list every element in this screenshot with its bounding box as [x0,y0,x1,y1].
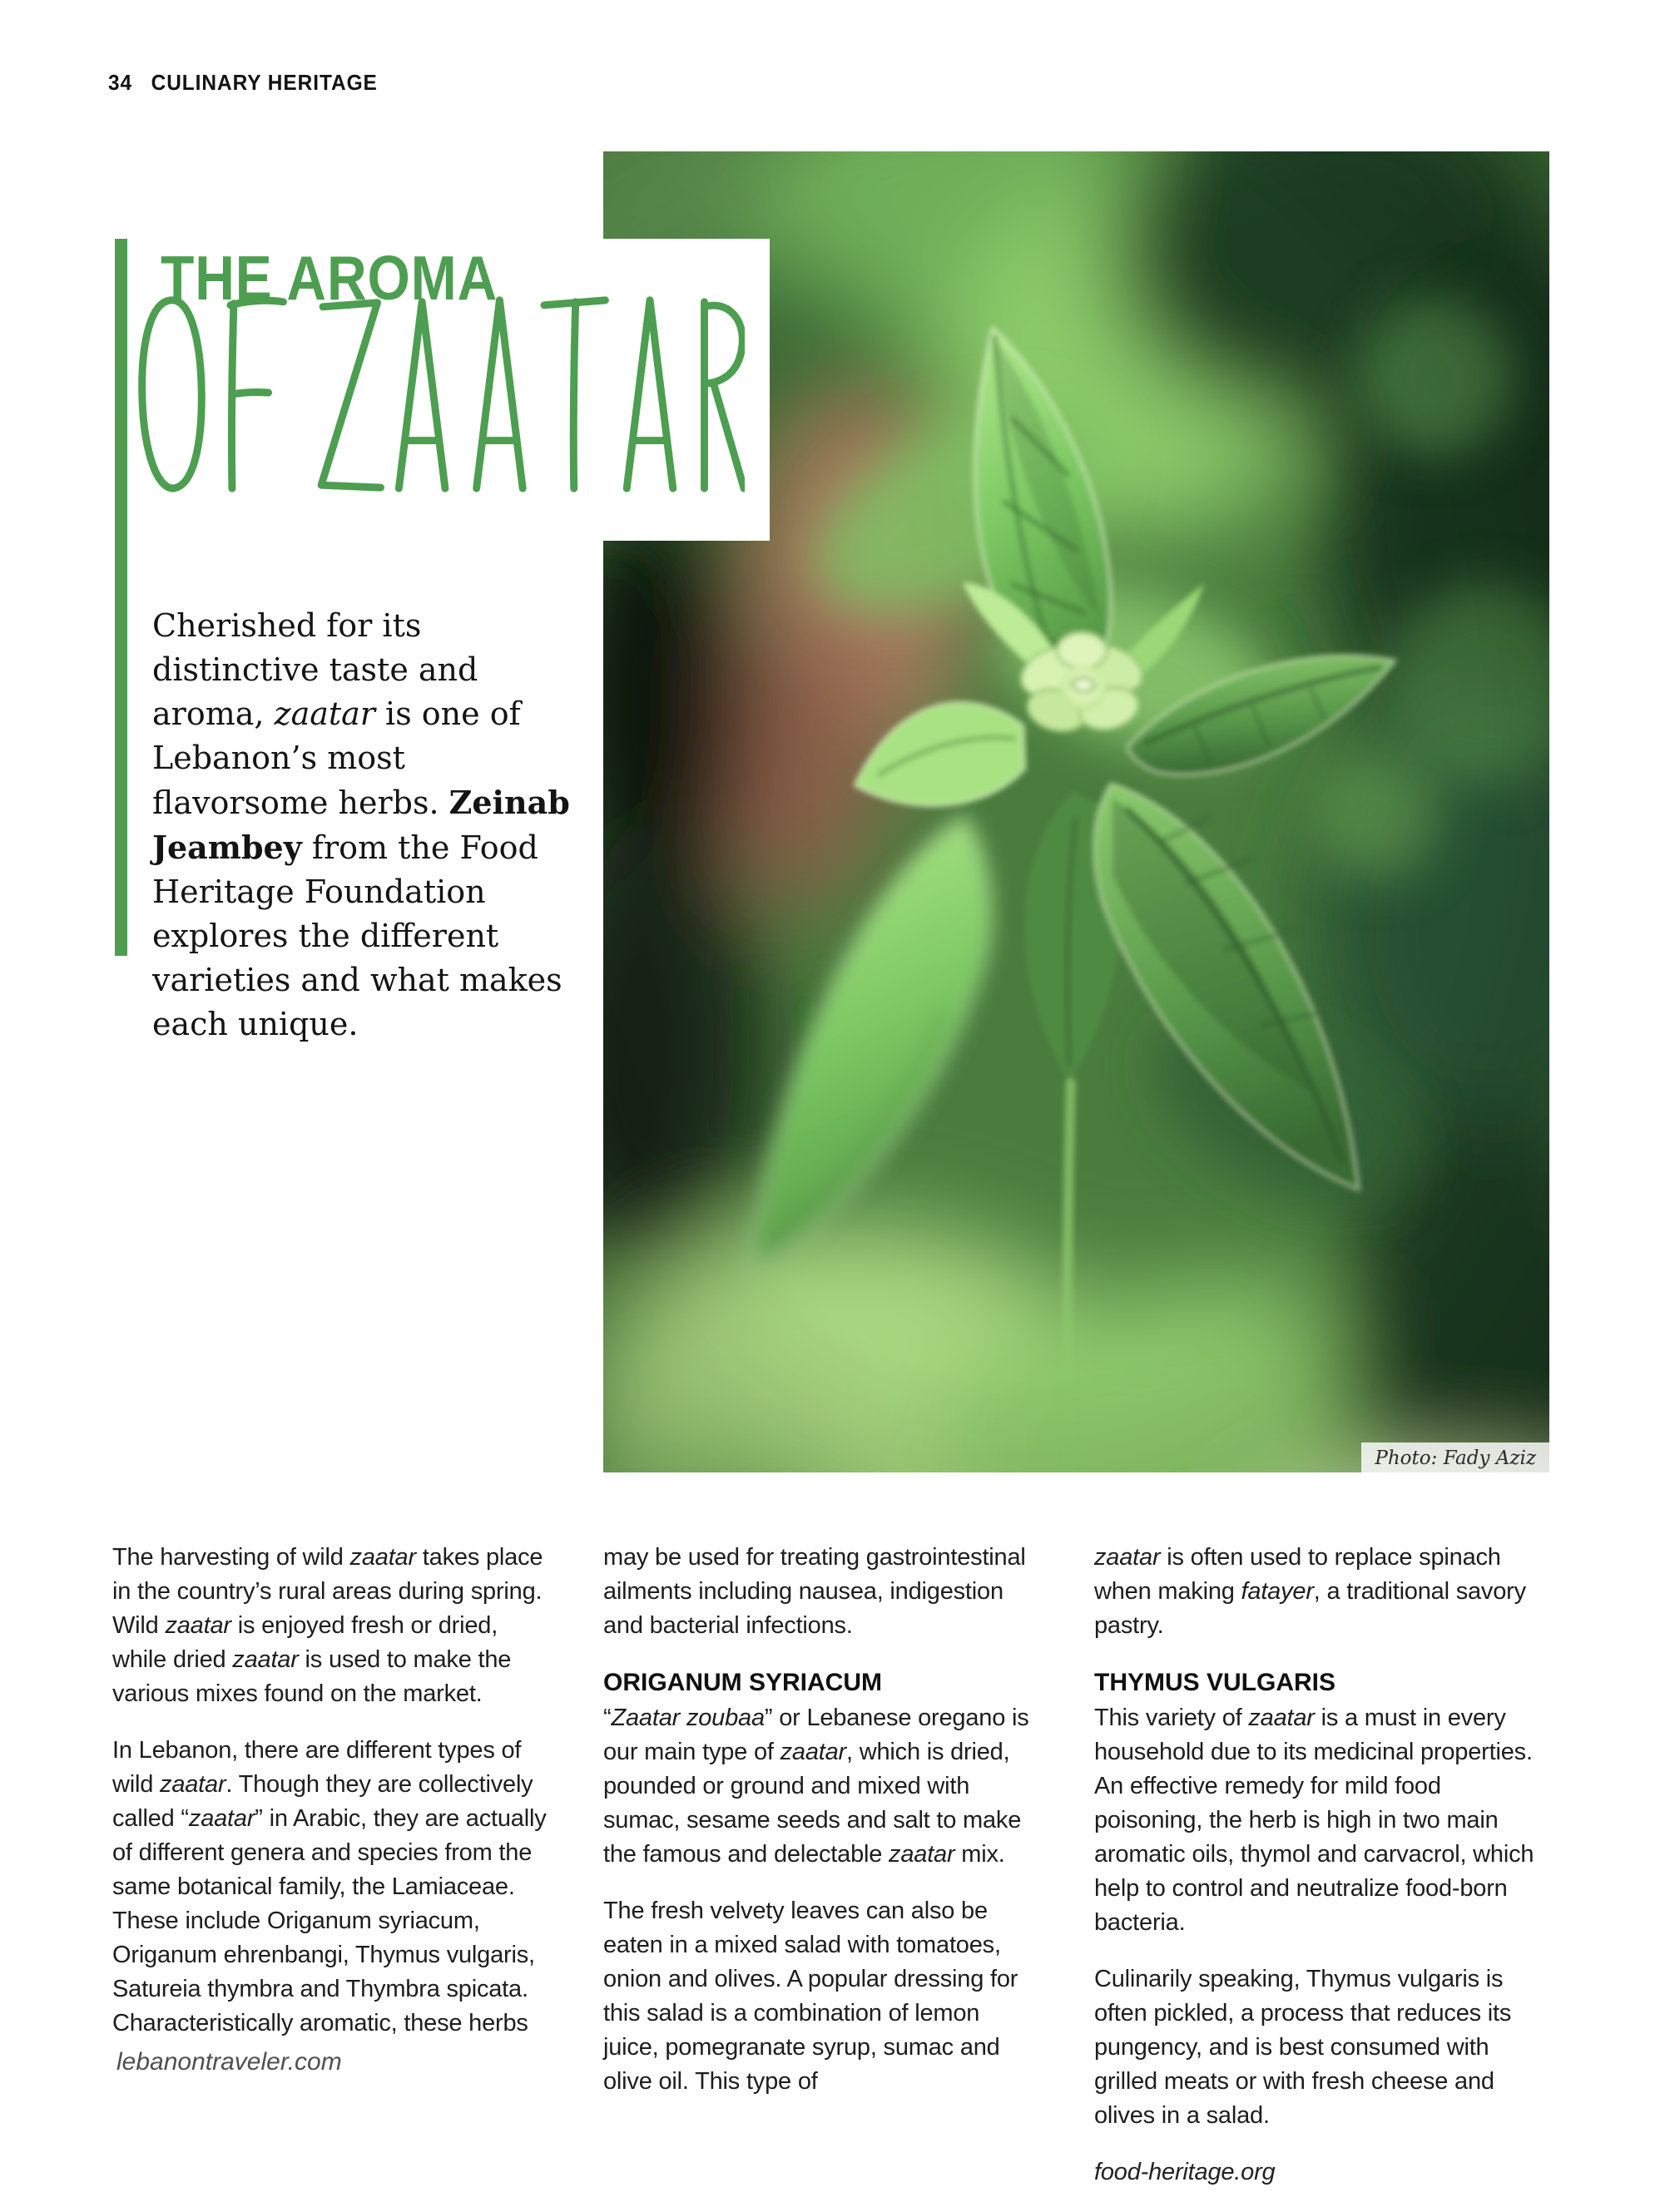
text-segment: from the Food Heritage Foundation explores the different varieties and what makes each unique. [152,829,562,1042]
text-segment: zaatar [349,1544,416,1571]
text-segment: Cherished for its distinctive taste and aroma, [152,607,478,732]
text-segment: ” in Arabic, they are actually of different genera and species from the same botanical family, the Lamiaceae. These include Origanum syriacum, Origanum ehrenbangi, Thymus vulgaris, Satureia thymbra and Thymbra spicata. Characteristically aromatic, these herbs [112,1805,547,2036]
text-segment: This variety of [1094,1705,1249,1731]
page-header [108,70,378,96]
text-segment: The harvesting of wild [112,1544,350,1571]
text-segment: “ [603,1705,612,1731]
organization-url [1094,2155,1554,2190]
body-paragraph [1094,1962,1554,2133]
text-segment: zaatar [188,1805,255,1832]
body-paragraph [1094,1701,1554,1940]
text-segment: food-heritage.org [1094,2159,1276,2185]
text-segment: In Lebanon, there are different types of wild [112,1737,522,1798]
text-segment: , a traditional savory pastry. [1094,1578,1526,1639]
text-segment: zaatar [1094,1544,1161,1571]
text-segment: is often used to replace spinach when making [1094,1544,1501,1605]
text-segment: is one of Lebanon’s most flavorsome herbs. [152,695,521,821]
text-segment: zaatar [1248,1705,1315,1731]
title-main [129,287,745,502]
text-segment: is used to make the various mixes found on the market. [112,1646,512,1707]
text-segment: may be used for treating gastrointestinal ailments including nausea, indigestion and bacterial infections. [603,1544,1026,1639]
footer-site-url: lebanontraveler.com [116,2048,342,2076]
body-column-1 [112,1541,549,2212]
text-segment: zaatar [780,1739,847,1765]
text-segment: . Though they are collectively called “ [112,1771,533,1832]
text-segment: ” or Lebanese oregano is our main type of [603,1705,1029,1765]
article-body [112,1541,1554,2212]
text-segment: Zaatar zoubaa [611,1705,765,1731]
section-title: CULINARY HERITAGE [151,70,378,95]
title-accent-bar [115,239,127,956]
body-paragraph [1094,1541,1554,1643]
text-segment: is a must in every household due to its medicinal properties. An effective remedy for mild food poisoning, the herb is high in two main aromatic oils, thymol and carvacrol, which help to control and neutralize food-born bacteria. [1094,1705,1534,1936]
body-paragraph [112,1734,549,2041]
text-segment: Zeinab Jeambey [152,784,570,866]
text-segment: The fresh velvety leaves can also be eaten in a mixed salad with tomatoes, onion and olives. A popular dressing for this salad is a combination of lemon juice, pomegranate syrup, sumac and olive oil. This type of [603,1898,1018,2095]
text-segment: zaatar [274,695,375,732]
text-segment: , which is dried, pounded or ground and mixed with sumac, sesame seeds and salt to make the famous and delectable [603,1739,1022,1868]
photo-credit: Photo: Fady Aziz [1361,1443,1549,1472]
page-number: 34 [108,70,133,95]
body-column-2 [603,1541,1040,2212]
column-heading: THYMUS VULGARIS [1094,1669,1336,1696]
column-heading: ORIGANUM SYRIACUM [603,1669,882,1696]
body-paragraph [112,1541,549,1711]
text-segment: takes place in the country’s rural areas during spring. Wild [112,1544,543,1639]
title-kicker: THE AROMA [161,243,498,313]
text-segment: Culinarily speaking, Thymus vulgaris is often pickled, a process that reduces its pungency, and is best consumed with grilled meats or with fresh cheese and olives in a salad. [1094,1966,1512,2129]
body-paragraph [603,1701,1040,1872]
text-segment: zaatar [232,1646,299,1673]
text-segment: fatayer [1241,1578,1314,1605]
body-paragraph [603,1541,1040,1643]
text-segment: mix. [954,1841,1005,1868]
body-paragraph [603,1894,1040,2099]
herb-photo [603,151,1549,1472]
intro-paragraph [152,604,578,1047]
body-column-3 [1094,1541,1554,2212]
text-segment: zaatar [889,1841,955,1868]
text-segment: zaatar [160,1771,226,1798]
text-segment: zaatar [165,1612,231,1639]
text-segment: is enjoyed fresh or dried, while dried [112,1612,498,1673]
